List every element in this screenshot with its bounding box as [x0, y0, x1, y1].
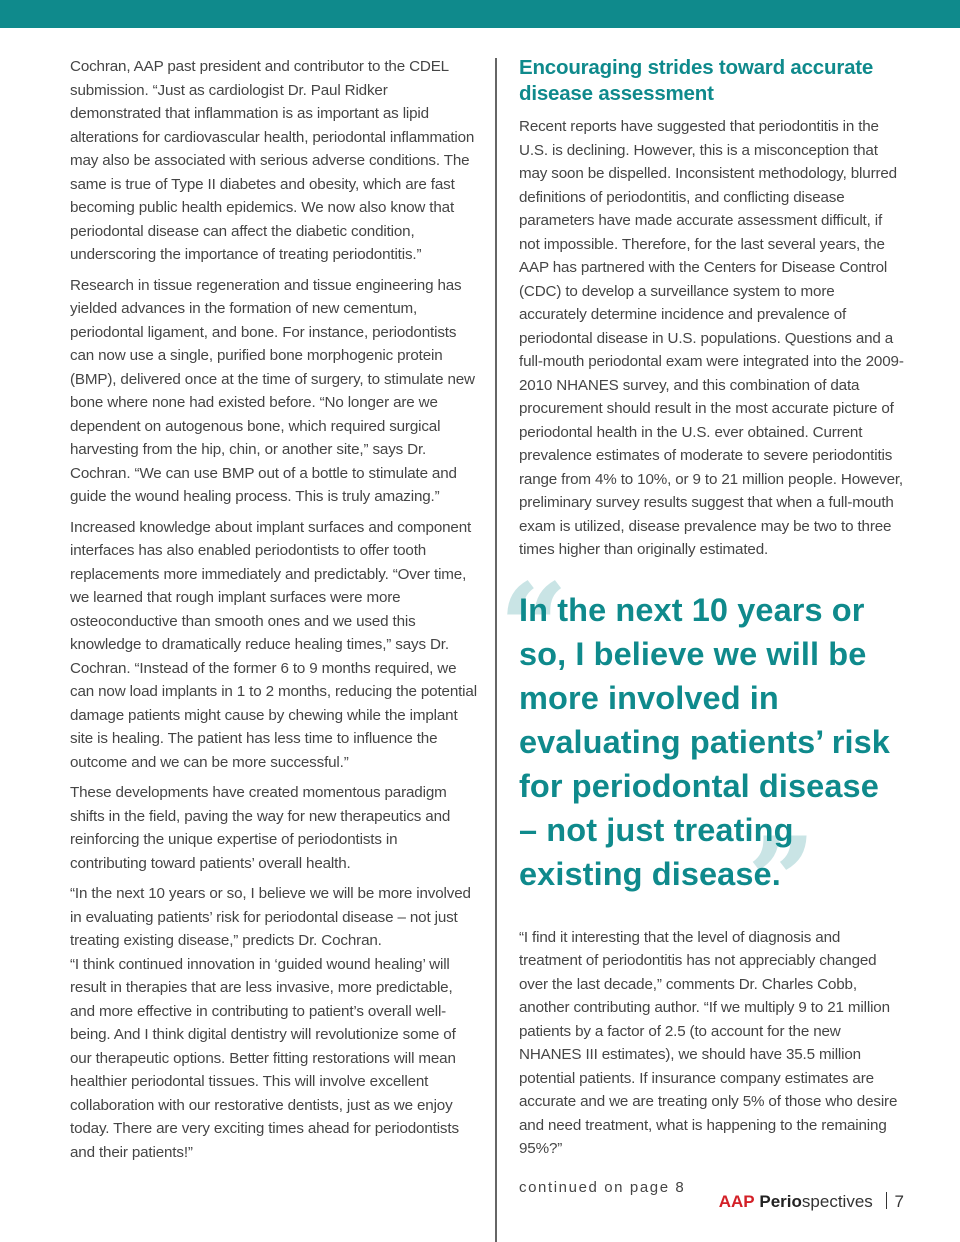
body-paragraph: “I think continued innovation in ‘guided wound healing’ will result in therapies that are less invasive, more predictable, and more effective in contributing to patient’s overall well-being. And I think digital dentistry will revolutionize some of our therapeutic options. Better fitting restorations will mean healthier periodontal tissues. This will involve excellent collaboration with our restorative dentists, just as we enjoy today. There are very exciting times ahead for periodontists and their patients!”	[70, 955, 459, 1161]
footer-separator	[886, 1192, 887, 1209]
page-number: 7	[894, 1192, 904, 1211]
body-paragraph: Cochran, AAP past president and contributor to the CDEL submission. “Just as cardiologist Dr. Paul Ridker demonstrated that inflammation is as important as lipid alterations for cardiovascular health, periodontal inflammation may also be associated with serious adverse conditions. The same is true of Type II diabetes and obesity, which are fast becoming public health epidemics. We now also know that periodontal disease can affect the diabetic condition, underscoring the importance of treating periodontitis.”	[70, 58, 475, 263]
right-column	[499, 55, 904, 1196]
pull-quote-block	[499, 556, 904, 952]
body-paragraph: “I find it interesting that the level of diagnosis and treatment of periodontitis has not appreciably changed over the last decade,” comments Dr. Charles Cobb, another contributing author. “If we multiply 9 to 21 million patients by a factor of 2.5 (to account for the new NHANES III estimates), we should have 35.5 million potential patients. If insurance company estimates are accurate and we are treating only 5% of those who desire and need treatment, what is happening to the remaining 95%?”	[519, 928, 898, 1157]
top-banner	[0, 0, 960, 28]
brand-perio: Perio	[759, 1192, 802, 1211]
continued-note: continued on page 8	[519, 1178, 686, 1196]
body-paragraph: These developments have created momentous paradigm shifts in the field, paving the way for new therapeutics and reinforcing the unique expertise of periodontists in contributing toward patients’ overall health.	[70, 784, 451, 872]
body-paragraph: “In the next 10 years or so, I believe we will be more involved in evaluating patients’ risk for periodontal disease – not just treating existing disease,” predicts Dr. Cochran.	[70, 885, 471, 949]
column-divider	[495, 58, 497, 1242]
left-column	[70, 55, 478, 1171]
section-heading: Encouraging strides toward accurate disease assessment	[519, 56, 874, 105]
brand-spectives: spectives	[801, 1192, 873, 1211]
body-paragraph: Recent reports have suggested that periodontitis in the U.S. is declining. However, this is a misconception that may soon be dispelled. Inconsistent methodology, blurred definitions of periodontitis, and conflicting disease parameters have made accurate assessment difficult, if not impossible. Therefore, for the last several years, the AAP has partnered with the Centers for Disease Control (CDC) to develop a surveillance system to more accurately determine incidence and prevalence of periodontal disease in U.S. populations. Questions and a full-mouth periodontal exam were integrated into the 2009-2010 NHANES survey, and this combination of data procurement should result in the most accurate picture of periodontal health in the U.S. ever obtained. Current prevalence estimates of moderate to severe periodontitis range from 4% to 10%, or 9 to 21 million people. However, preliminary survey results suggest that when a full-mouth exam is utilized, disease prevalence may be two to three times higher than originally estimated.	[519, 118, 904, 558]
page-footer	[719, 1192, 904, 1212]
brand-aap: AAP	[718, 1192, 755, 1211]
close-quote-icon: ”	[747, 810, 817, 952]
body-paragraph: Increased knowledge about implant surfaces and component interfaces has also enabled periodontists to offer tooth replacements more immediately and predictably. “Over time, we learned that rough implant surfaces were more osteoconductive than smooth ones and we used this knowledge to dramatically reduce healing times,” says Dr. Cochran. “Instead of the former 6 to 9 months required, we can now load implants in 1 to 2 months, reducing the potential damage patients might cause by chewing while the implant site is healing. The patient has less time to influence the outcome and we can be more successful.”	[70, 518, 477, 771]
body-paragraph: Research in tissue regeneration and tissue engineering has yielded advances in the formation of new cementum, periodontal ligament, and bone. For instance, periodontists can now use a single, purified bone morphogenic protein (BMP), delivered once at the time of surgery, to stimulate new bone where none had existed before. “No longer are we dependent on autogenous bone, which required surgical harvesting from the hip, chin, or another site,” says Dr. Cochran. “We can use BMP out of a bottle to stimulate and guide the wound healing process. This is truly amazing.”	[70, 276, 475, 505]
pull-quote: In the next 10 years or so, I believe we will be more involved in evaluating patients’ risk for periodontal disease – not just treating existing disease.	[519, 591, 890, 892]
open-quote-icon: “	[499, 556, 569, 698]
